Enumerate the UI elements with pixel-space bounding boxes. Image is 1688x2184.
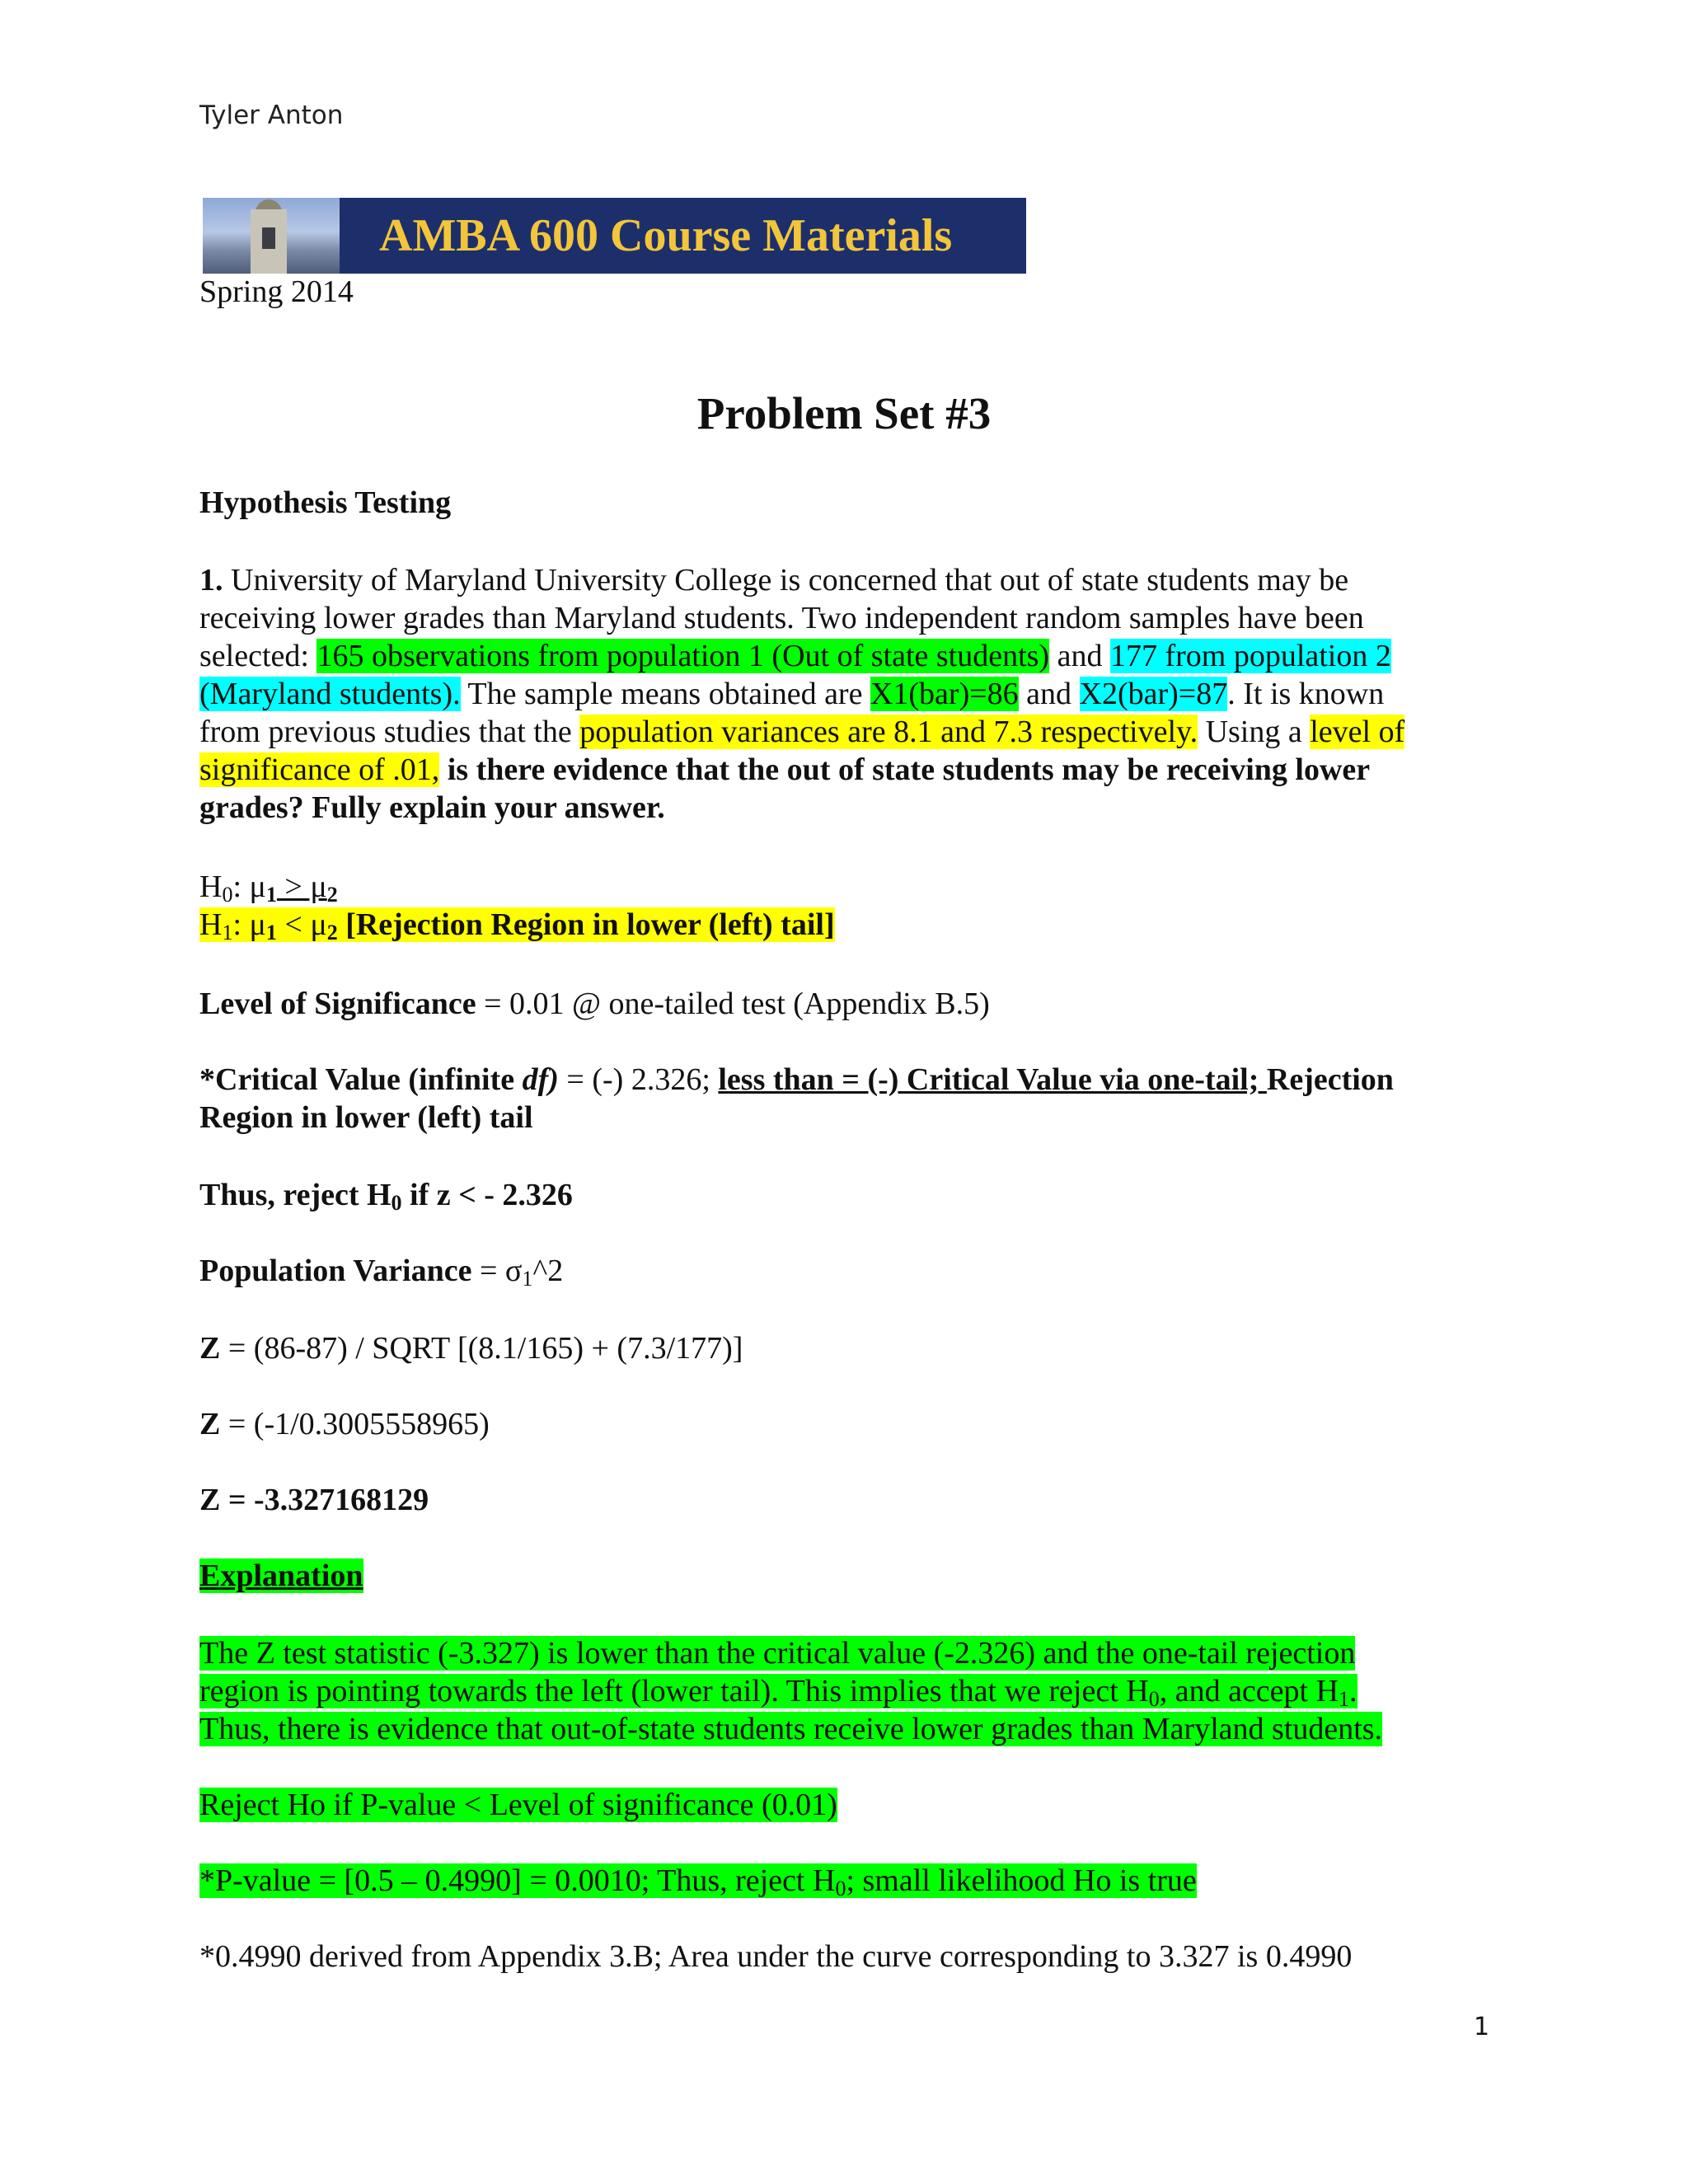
critical-value-line-2: Region in lower (left) tail bbox=[199, 1100, 533, 1135]
pvalue-rule: Reject Ho if P-value < Level of significance (0.01) bbox=[199, 1788, 837, 1822]
footnote: *0.4990 derived from Appendix 3.B; Area under the curve corresponding to 3.327 is 0.4990 bbox=[199, 1939, 1353, 1974]
building-image bbox=[203, 198, 340, 274]
z-formula: Z = (86-87) / SQRT [(8.1/165) + (7.3/177)] bbox=[199, 1331, 743, 1366]
problem-line-1: 1. University of Maryland University College is concerned that out of state students may be bbox=[199, 563, 1349, 598]
population-variance: Population Variance = $\sigma_1\^{}2$ bbox=[199, 1254, 564, 1291]
problem-line-2: receiving lower grades than Maryland students. Two independent random samples have been bbox=[199, 601, 1364, 635]
explanation-line-2: region is pointing towards the left (lower tail). This implies that we reject $H_0$, and accept $H_1$. bbox=[199, 1674, 1357, 1711]
null-hypothesis: $H_0$: $\mu_1 > \mu_2$ bbox=[199, 869, 338, 907]
explanation-line-3: Thus, there is evidence that out-of-state students receive lower grades than Maryland students. bbox=[199, 1712, 1383, 1746]
course-banner bbox=[203, 198, 1026, 274]
z-intermediate: Z = (-1/0.3005558965) bbox=[199, 1407, 490, 1441]
explanation-heading: Explanation bbox=[199, 1558, 363, 1593]
problem-line-7: grades? Fully explain your answer. bbox=[199, 790, 665, 825]
critical-value-line-1: *Critical Value (infinite df) = (-) 2.326; less than = (-) Critical Value via one-tail; Rejection bbox=[199, 1062, 1394, 1097]
problem-number: 1. bbox=[199, 563, 223, 598]
author-name: Tyler Anton bbox=[199, 101, 344, 130]
explanation-line-1: The Z test statistic (-3.327) is lower than the critical value (-2.326) and the one-tail rejection bbox=[199, 1636, 1356, 1671]
level-of-significance: Level of Significance = 0.01 @ one-tailed test (Appendix B.5) bbox=[199, 987, 990, 1021]
problem-line-3: selected: 165 observations from population 1 (Out of state students) and 177 from population 2 bbox=[199, 639, 1391, 673]
banner-title: AMBA 600 Course Materials bbox=[379, 210, 953, 261]
problem-line-4: (Maryland students). The sample means obtained are X1(bar)=86 and X2(bar)=87. It is known bbox=[199, 677, 1385, 711]
page-number: 1 bbox=[1474, 2013, 1490, 2041]
problem-line-6: significance of .01, is there evidence that the out of state students may be receiving lower bbox=[199, 752, 1371, 787]
pvalue-line: *P-value = [0.5 – 0.4990] = 0.0010; Thus, reject $H_0$; small likelihood Ho is true bbox=[199, 1863, 1197, 1900]
page-title: Problem Set #3 bbox=[696, 388, 992, 438]
alternative-hypothesis: $H_1$: $\mu_1 < \mu_2$ [Rejection Region in lower (left) tail] bbox=[199, 907, 835, 944]
window-shape bbox=[262, 227, 275, 249]
term-label: Spring 2014 bbox=[199, 274, 354, 309]
reject-rule: Thus, reject $H_0$ if z < - 2.326 bbox=[199, 1178, 573, 1215]
section-heading: Hypothesis Testing bbox=[199, 485, 452, 520]
problem-line-5: from previous studies that the population variances are 8.1 and 7.3 respectively. Using a level of bbox=[199, 715, 1405, 749]
z-result: Z = -3.327168129 bbox=[199, 1483, 429, 1517]
